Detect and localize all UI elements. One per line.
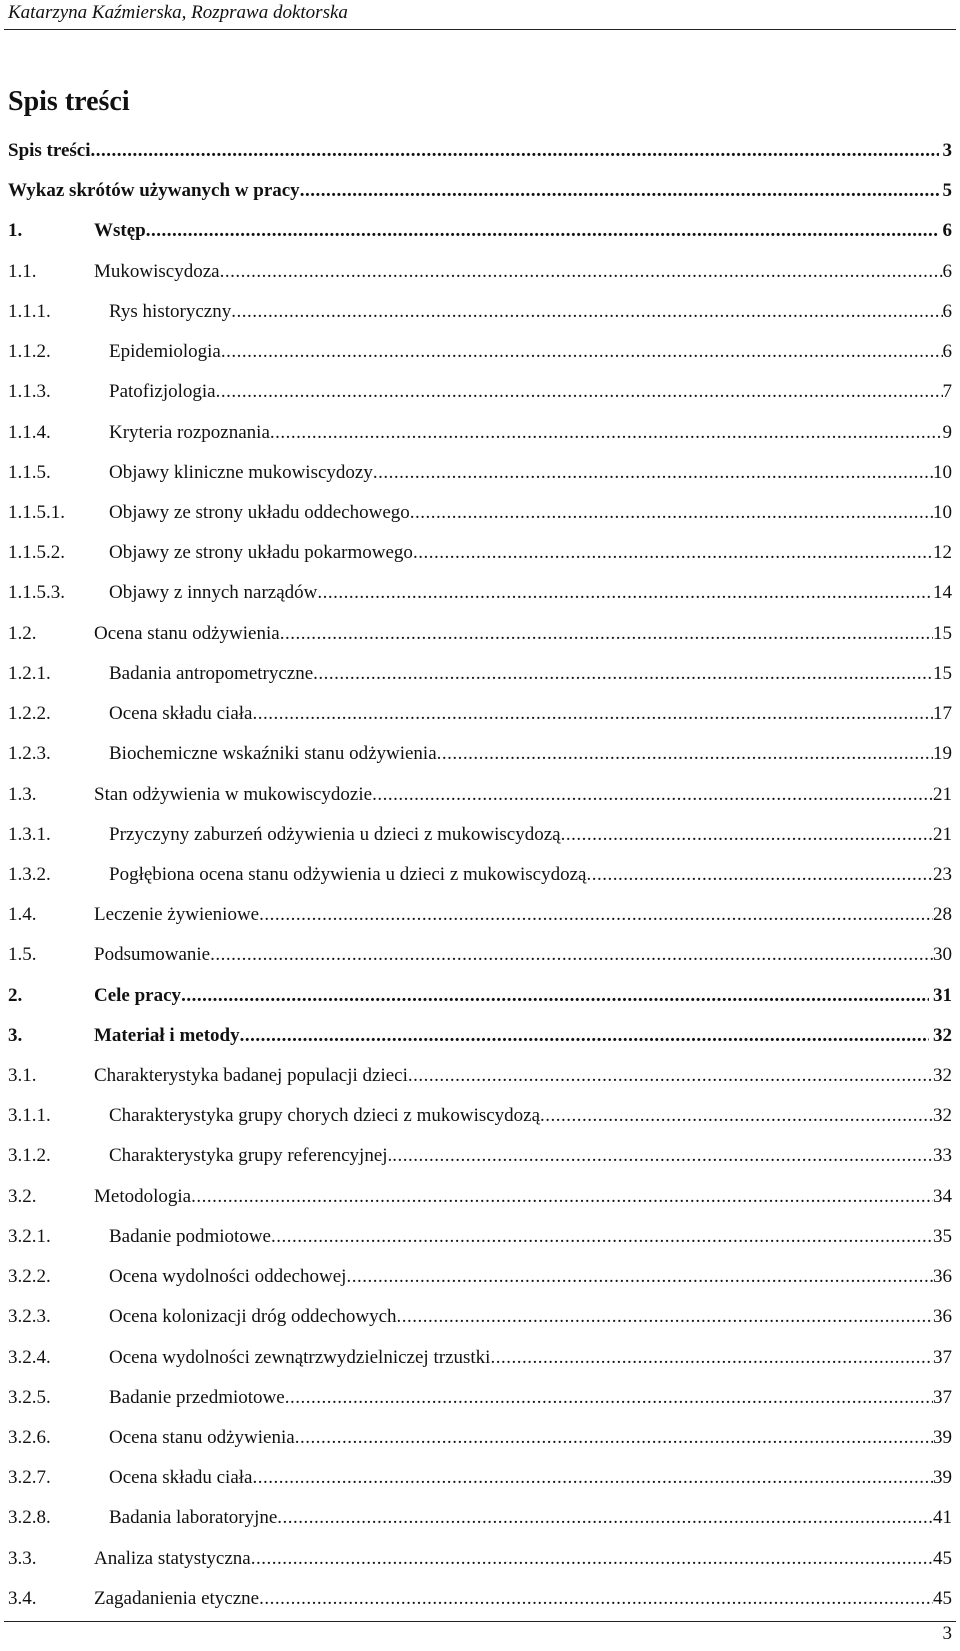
toc-entry-page: 34: [933, 1185, 952, 1207]
toc-entry-title: Materiał i metody: [94, 1024, 240, 1046]
toc-entry-title: Ocena składu ciała: [109, 1467, 253, 1489]
toc-entry-number: 1.1.5.2.: [8, 542, 65, 564]
toc-entry-number: 1.1.5.1.: [8, 501, 65, 523]
toc-entry-title: Ocena składu ciała: [109, 703, 253, 725]
dot-leader: [317, 573, 933, 613]
dot-leader: [413, 533, 933, 573]
toc-entry-page: 17: [933, 703, 952, 725]
toc-entry-title: Badania antropometryczne: [109, 662, 314, 684]
toc-entry-title: Charakterystyka grupy chorych dzieci z mukowiscydozą: [109, 1105, 541, 1127]
toc-entry[interactable]: [8, 1378, 952, 1418]
toc-entry-number: 3.2.8.: [8, 1507, 51, 1529]
toc-entry[interactable]: [8, 1217, 952, 1257]
dot-leader: [251, 1539, 933, 1579]
dot-leader: [277, 1498, 933, 1538]
toc-entry-page: 31: [933, 984, 952, 1006]
toc-entry-number: 3.2.3.: [8, 1306, 51, 1328]
toc-entry-page: 33: [933, 1145, 952, 1167]
toc-entry-page: 39: [933, 1427, 952, 1448]
toc-entry[interactable]: [8, 1257, 952, 1297]
dot-leader: [270, 413, 943, 453]
toc-entry-title: Objawy z innych narządów: [109, 582, 318, 604]
toc-entry[interactable]: [8, 171, 952, 211]
header-rule: [4, 29, 956, 30]
toc-entry-title: Kryteria rozpoznania: [109, 421, 270, 443]
toc-entry-number: 1.1.1.: [8, 300, 51, 322]
toc-entry-number: 3.4.: [8, 1587, 37, 1609]
dot-leader: [408, 1056, 933, 1096]
toc-entry-number: 1.4.: [8, 904, 37, 926]
toc-entry-page: 21: [933, 783, 952, 805]
toc-entry-title: Analiza statystyczna: [94, 1547, 251, 1569]
toc-entry[interactable]: [8, 573, 952, 613]
toc-entry[interactable]: [8, 453, 952, 493]
toc-entry-page: 45: [933, 1547, 952, 1569]
toc-entry-number: 3.2.1.: [8, 1225, 51, 1247]
toc-entry[interactable]: [8, 1579, 952, 1619]
dot-leader: [240, 1016, 929, 1056]
toc-entry[interactable]: [8, 815, 952, 855]
toc-entry-page: 3: [942, 140, 952, 161]
toc-entry-page: 36: [933, 1266, 952, 1288]
footer-rule: [4, 1621, 956, 1622]
toc-entry-number: 3.2.4.: [8, 1346, 51, 1368]
dot-leader: [392, 1136, 933, 1176]
toc-entry-page: 30: [933, 944, 952, 966]
toc-entry[interactable]: [8, 252, 952, 292]
toc-entry[interactable]: [8, 775, 952, 815]
toc-entry-number: 1.2.1.: [8, 662, 51, 684]
toc-entry-title: Epidemiologia: [109, 341, 221, 363]
toc-entry-title: Rys historyczny: [109, 300, 232, 322]
dot-leader: [437, 734, 933, 774]
toc-entry[interactable]: [8, 493, 952, 533]
dot-leader: [146, 211, 939, 251]
toc-entry-number: 1.1.4.: [8, 421, 51, 443]
toc-entry-title: Ocena wydolności zewnątrzwydzielniczej trzustki: [109, 1346, 491, 1368]
page-number: 3: [942, 1623, 952, 1644]
dot-leader: [181, 976, 929, 1016]
toc-entry[interactable]: [8, 976, 952, 1016]
toc-entry-number: 3.2.6.: [8, 1427, 51, 1448]
toc-entry-page: 39: [933, 1467, 952, 1489]
toc-entry-title: Objawy kliniczne mukowiscydozy: [109, 461, 373, 483]
toc-entry-number: 1.1.5.3.: [8, 582, 65, 604]
toc-entry[interactable]: [8, 1418, 952, 1458]
toc-entry[interactable]: [8, 211, 952, 251]
dot-leader: [300, 171, 939, 211]
toc-entry-page: 45: [933, 1587, 952, 1609]
toc-entry-number: 1.2.: [8, 622, 37, 644]
toc-entry-page: 36: [933, 1306, 952, 1328]
toc-entry[interactable]: [8, 935, 952, 975]
toc-entry[interactable]: [8, 855, 952, 895]
toc-entry-number: 3.1.2.: [8, 1145, 51, 1167]
dot-leader: [252, 1458, 933, 1498]
dot-leader: [231, 292, 942, 332]
toc-entry[interactable]: [8, 895, 952, 935]
toc-entry-page: 12: [933, 542, 952, 564]
toc-entry-number: 1.1.3.: [8, 381, 51, 403]
toc-entry-number: 1.5.: [8, 944, 37, 966]
toc-entry-title: Metodologia: [94, 1185, 192, 1207]
toc-entry-title: Mukowiscydoza: [94, 260, 220, 282]
toc-entry-page: 28: [933, 904, 952, 926]
toc-entry-page: 10: [933, 501, 952, 523]
dot-leader: [252, 694, 933, 734]
toc-entry-title: Ocena stanu odżywienia: [109, 1427, 295, 1448]
toc-entry-number: 3.2.7.: [8, 1467, 51, 1489]
toc-entry-page: 6: [942, 300, 952, 322]
dot-leader: [372, 775, 933, 815]
toc-entry[interactable]: [8, 1498, 952, 1538]
toc-entry-number: 3.2.5.: [8, 1386, 51, 1408]
toc-entry-title: Pogłębiona ocena stanu odżywienia u dzieci z mukowiscydozą: [109, 863, 587, 885]
dot-leader: [280, 614, 933, 654]
toc-entry-title: Stan odżywienia w mukowiscydozie: [94, 783, 373, 805]
dot-leader: [271, 1217, 933, 1257]
dot-leader: [587, 855, 934, 895]
toc-entry-page: 10: [933, 461, 952, 483]
toc-entry[interactable]: [8, 1297, 952, 1337]
toc-entry[interactable]: [8, 332, 952, 372]
toc-entry-number: 3.1.: [8, 1065, 37, 1087]
toc-entry-page: 37: [933, 1346, 952, 1368]
toc-entry-page: 21: [933, 823, 952, 845]
toc-entry[interactable]: [8, 694, 952, 734]
dot-leader: [210, 935, 933, 975]
dot-leader: [295, 1418, 933, 1458]
toc-entry-page: 41: [933, 1507, 952, 1529]
toc-entry-number: 3.3.: [8, 1547, 37, 1569]
toc-entry-number: 1.2.2.: [8, 703, 51, 725]
dot-leader: [221, 332, 943, 372]
toc-entry[interactable]: [8, 1338, 952, 1378]
toc-entry-title: Ocena stanu odżywienia: [94, 622, 280, 644]
dot-leader: [259, 1579, 933, 1619]
toc-entry[interactable]: [8, 1539, 952, 1579]
table-of-contents: [8, 131, 952, 1619]
toc-entry-title: Biochemiczne wskaźniki stanu odżywienia: [109, 743, 437, 765]
toc-entry-page: 23: [933, 863, 952, 885]
toc-entry-title: Badania laboratoryjne: [109, 1507, 278, 1529]
toc-entry-page: 6: [942, 260, 952, 282]
toc-entry-page: 37: [933, 1386, 952, 1408]
dot-leader: [216, 372, 943, 412]
toc-entry-page: 15: [933, 662, 952, 684]
toc-entry-number: 1.1.: [8, 260, 37, 282]
toc-entry-title: Charakterystyka badanej populacji dzieci: [94, 1065, 408, 1087]
toc-entry-title: Leczenie żywieniowe: [94, 904, 260, 926]
page-title: Spis treści: [8, 86, 130, 117]
toc-entry[interactable]: [8, 1056, 952, 1096]
toc-entry-number: 3.1.1.: [8, 1105, 51, 1127]
dot-leader: [397, 1297, 933, 1337]
toc-entry-title: Ocena kolonizacji dróg oddechowych: [109, 1306, 397, 1328]
toc-entry[interactable]: [8, 372, 952, 412]
toc-entry[interactable]: [8, 413, 952, 453]
toc-entry-page: 32: [933, 1065, 952, 1087]
toc-entry-number: 1.2.3.: [8, 743, 51, 765]
toc-entry-title: Badanie przedmiotowe: [109, 1386, 285, 1408]
dot-leader: [259, 895, 933, 935]
toc-entry-page: 9: [942, 421, 952, 443]
toc-entry-title: Objawy ze strony układu pokarmowego: [109, 542, 413, 564]
toc-entry-page: 32: [933, 1105, 952, 1127]
dot-leader: [561, 815, 933, 855]
dot-leader: [540, 1096, 933, 1136]
toc-entry[interactable]: [8, 654, 952, 694]
toc-entry-page: 5: [942, 180, 952, 202]
toc-entry-title: Wykaz skrótów używanych w pracy: [8, 180, 300, 202]
toc-entry[interactable]: [8, 1096, 952, 1136]
toc-entry-title: Charakterystyka grupy referencyjnej.: [109, 1145, 393, 1167]
toc-entry-page: 6: [942, 220, 952, 242]
dot-leader: [220, 252, 943, 292]
toc-entry-number: 1.3.: [8, 783, 37, 805]
dot-leader: [91, 131, 939, 171]
toc-entry-title: Objawy ze strony układu oddechowego: [109, 501, 410, 523]
toc-entry[interactable]: [8, 533, 952, 573]
dot-leader: [346, 1257, 933, 1297]
toc-entry-title: Ocena wydolności oddechowej: [109, 1266, 347, 1288]
toc-entry[interactable]: [8, 734, 952, 774]
toc-entry[interactable]: [8, 1136, 952, 1176]
toc-entry-title: Wstęp: [94, 220, 146, 242]
toc-entry-page: 19: [933, 743, 952, 765]
toc-entry-page: 15: [933, 622, 952, 644]
toc-entry-number: 1.3.2.: [8, 863, 51, 885]
toc-entry-title: Podsumowanie: [94, 944, 211, 966]
toc-entry-number: 2.: [8, 984, 23, 1006]
dot-leader: [490, 1338, 933, 1378]
toc-entry-number: 3.: [8, 1024, 23, 1046]
toc-entry[interactable]: [8, 614, 952, 654]
running-header: Katarzyna Kaźmierska, Rozprawa doktorska: [8, 2, 348, 23]
toc-entry[interactable]: [8, 1016, 952, 1056]
toc-entry-page: 6: [942, 341, 952, 363]
toc-entry-number: 1.3.1.: [8, 823, 51, 845]
toc-entry-number: 1.1.2.: [8, 341, 51, 363]
toc-entry[interactable]: [8, 1458, 952, 1498]
dot-leader: [410, 493, 933, 533]
toc-entry[interactable]: [8, 292, 952, 332]
toc-entry-title: Przyczyny zaburzeń odżywienia u dzieci z mukowiscydozą: [109, 823, 561, 845]
toc-entry-title: Spis treści: [8, 140, 91, 161]
toc-entry-page: 14: [933, 582, 952, 604]
toc-entry-number: 1.: [8, 220, 23, 242]
toc-entry-title: Badanie podmiotowe: [109, 1225, 271, 1247]
toc-entry-title: Patofizjologia: [109, 381, 216, 403]
toc-entry-number: 1.1.5.: [8, 461, 51, 483]
toc-entry-title: Zagadanienia etyczne: [94, 1587, 260, 1609]
toc-entry-number: 3.2.: [8, 1185, 37, 1207]
toc-entry-page: 35: [933, 1225, 952, 1247]
toc-entry-page: 32: [933, 1024, 952, 1046]
toc-entry-title: Cele pracy: [94, 984, 182, 1006]
toc-entry[interactable]: [8, 131, 952, 171]
dot-leader: [313, 654, 933, 694]
dot-leader: [191, 1177, 933, 1217]
dot-leader: [373, 453, 933, 493]
toc-entry-page: 7: [942, 381, 952, 403]
toc-entry-number: 3.2.2.: [8, 1266, 51, 1288]
toc-entry[interactable]: [8, 1177, 952, 1217]
dot-leader: [285, 1378, 933, 1418]
